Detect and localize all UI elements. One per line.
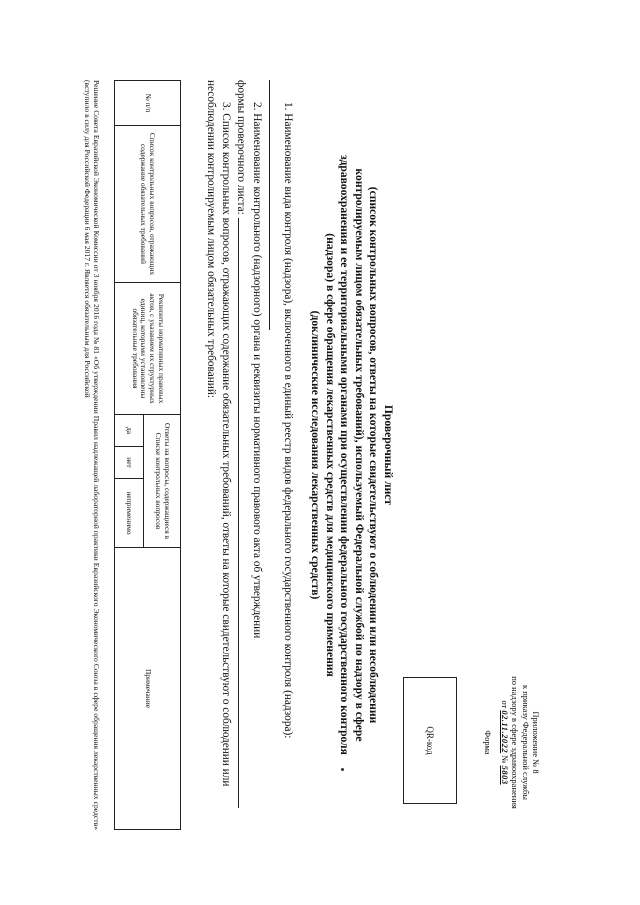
appendix-header (483, 660, 541, 825)
answer-yes-header: да (115, 415, 144, 447)
item-3-text: 3. Список контрольных вопросов, отражающих содержание обязательных требований, ответы на которые свидетельствуют о соблюдении или несоблюдении контролируемым лицом обязательных требований: (205, 80, 232, 787)
checklist-table (114, 80, 181, 830)
title-line-5: (доклинические исследования лекарственных средств) (309, 310, 323, 600)
appendix-line-3: по надзору в сфере здравоохранения (510, 676, 521, 809)
item-3 (204, 80, 233, 830)
qr-code-label: QR-код (425, 726, 435, 755)
title-line-2: контролируемым лицом обязательных требований), используемый Федеральной службой по надзору в сфере (352, 168, 366, 742)
rotated-document-page (72, 80, 547, 830)
item-1-fill-line[interactable] (269, 80, 280, 330)
answer-no-header: нет (115, 447, 144, 479)
appendix-line-2: к приказу Федеральной службы (520, 684, 531, 801)
col-requisites-header: Реквизиты нормативных правовых актов, с указанием их структурных единиц, которыми установлены обязательные требования (115, 283, 181, 415)
item-2-fill-line[interactable] (238, 218, 249, 808)
col-questions-header: Список контрольных вопросов, отражающих содержание обязательных требований (115, 126, 181, 283)
title-heading: Проверочный лист (382, 404, 395, 506)
item-2 (234, 80, 264, 830)
item-2-text-b: формы проверочного листа: (235, 80, 248, 215)
order-date-line (500, 660, 510, 825)
col-number-header: № п/п (115, 81, 181, 126)
title-line-3: здравоохранения и ее территориальными органами при осуществлении федерального государственного контроля (338, 155, 352, 755)
answer-na-header: неприменимо (115, 479, 144, 548)
order-date: 02.11.2022 (500, 710, 511, 754)
col-note-header: Примечание (115, 548, 181, 830)
number-prefix: № (500, 755, 511, 764)
qr-code-box (403, 677, 457, 804)
col-answers-header: Ответы на вопросы, содержащиеся в Списке контрольных вопросов (144, 415, 181, 548)
title-line-1: (список контрольных вопросов, ответы на которые свидетельствуют о соблюдении или несоблюдении (367, 186, 381, 724)
document-title (307, 80, 395, 830)
order-number: 5803 (500, 765, 511, 785)
item-2-text-a: 2. Наименование контрольного (надзорного) органа и реквизиты нормативного правового акта об утверждении (251, 102, 263, 639)
appendix-line-1: Приложение № 8 (531, 711, 541, 774)
item-1 (265, 80, 295, 830)
title-line-4: (надзора) в сфере обращения лекарственных средств для медицинского применения (323, 233, 337, 677)
item-2-row-b (234, 80, 250, 830)
form-label: Форма (482, 730, 493, 755)
footnote-text: Решение Совета Евразийской Экономической Комиссии от 3 ноября 2016 года № 81 «Об утверждении Правил надлежащей лабораторной практики Евразийского Экономического Союза в сфере обращения лекарственных средств» (вступило в силу для Российской Федерации 6 мая 2017 г. Является обязательным для Российской (82, 80, 101, 830)
item-1-text: 1. Наименование вида контроля (надзора), включенного в единый реестр видов федерального государственного контроля (надзора): (282, 102, 294, 739)
date-prefix: от (500, 700, 511, 709)
